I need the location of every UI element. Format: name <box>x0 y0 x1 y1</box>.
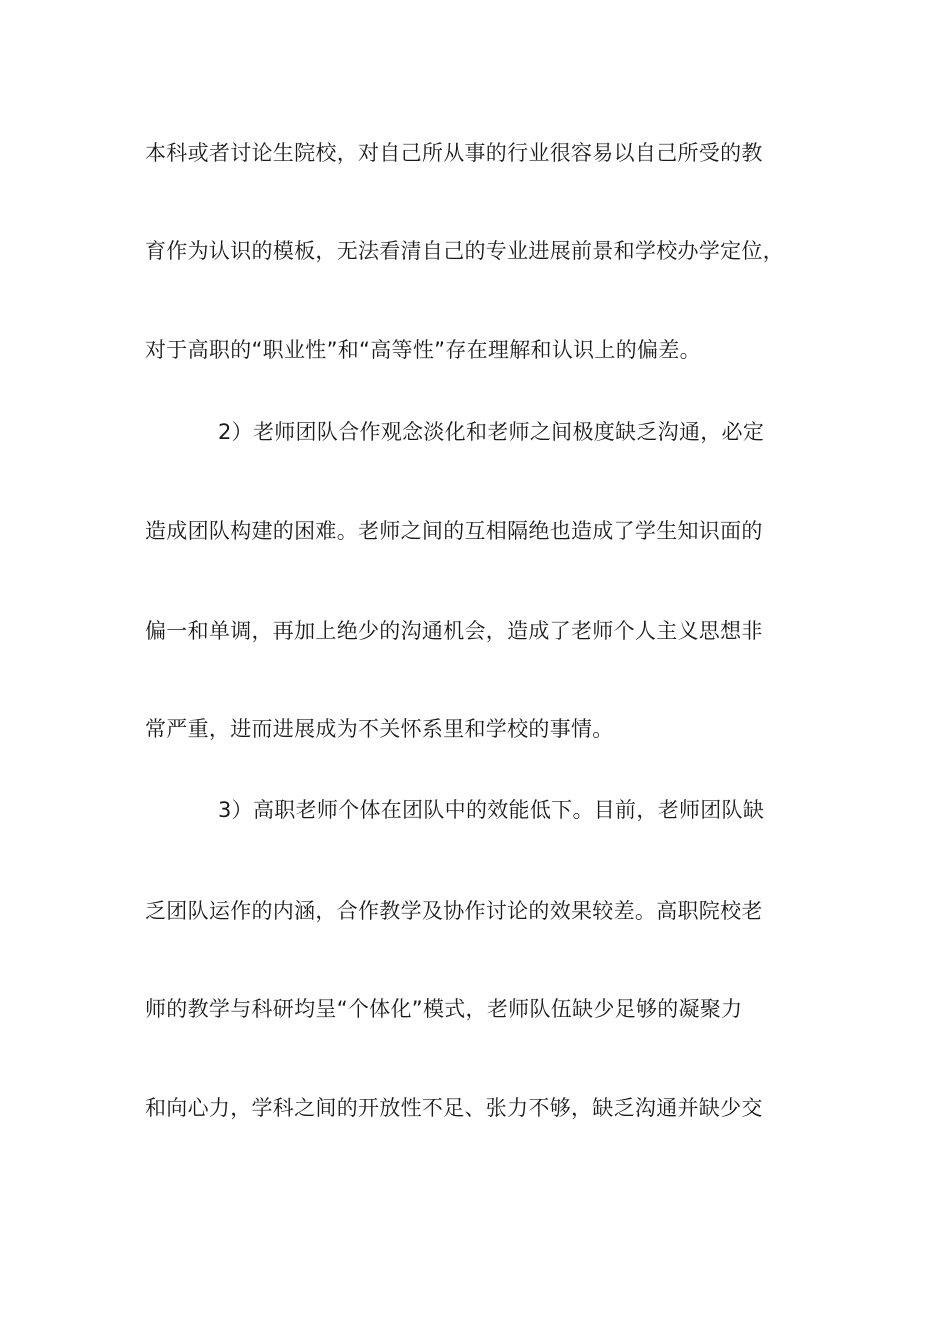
text-line-4: 2）老师团队合作观念淡化和老师之间极度缺乏沟通，必定 <box>218 420 765 444</box>
text-line-10: 师的教学与科研均呈“个体化”模式，老师队伍缺少足够的凝聚力 <box>145 997 743 1021</box>
text-line-7: 常严重，进而进展成为不关怀系里和学校的事情。 <box>145 717 614 741</box>
text-line-3: 对于高职的“职业性”和“高等性”存在理解和认识上的偏差。 <box>145 338 701 362</box>
text-line-2: 育作为认识的模板，无法看清自己的专业进展前景和学校办学定位， <box>145 239 784 263</box>
text-line-9: 乏团队运作的内涵，合作教学及协作讨论的效果较差。高职院校老 <box>145 899 763 923</box>
text-line-5: 造成团队构建的困难。老师之间的互相隔绝也造成了学生知识面的 <box>145 519 763 543</box>
text-line-1: 本科或者讨论生院校，对自己所从事的行业很容易以自己所受的教 <box>145 141 763 165</box>
text-line-8: 3）高职老师个体在团队中的效能低下。目前，老师团队缺 <box>218 798 765 822</box>
text-line-6: 偏一和单调，再加上绝少的沟通机会，造成了老师个人主义思想非 <box>145 619 763 643</box>
text-line-11: 和向心力，学科之间的开放性不足、张力不够，缺乏沟通并缺少交 <box>145 1096 763 1120</box>
